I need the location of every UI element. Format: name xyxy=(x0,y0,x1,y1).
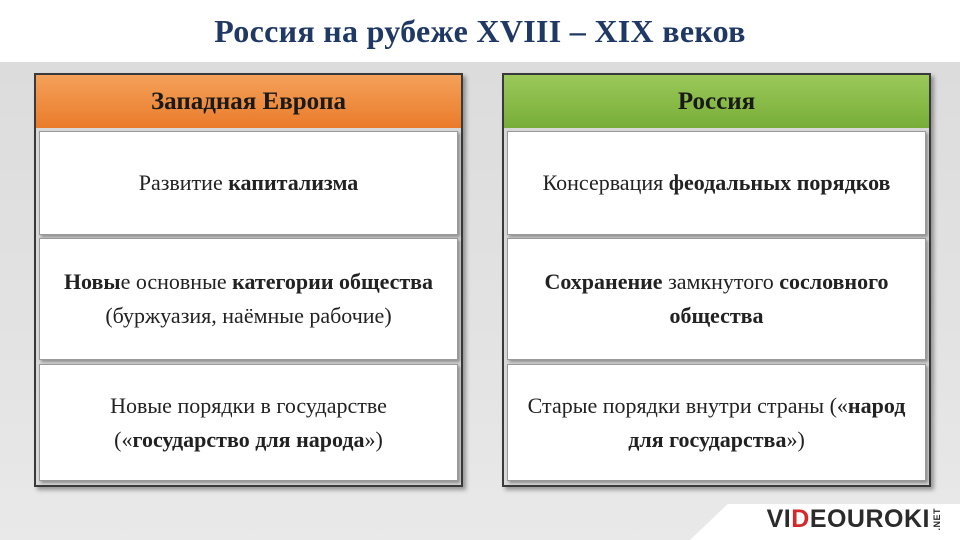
text-run: е основные xyxy=(120,269,233,294)
bold-text-run: Новы xyxy=(63,269,121,294)
videouroki-logo xyxy=(767,505,942,534)
bold-text-run: категории общества xyxy=(232,269,434,294)
title-bar xyxy=(0,0,960,62)
cell-text xyxy=(520,265,913,333)
bold-text-run: сословного общества xyxy=(669,269,889,328)
cell-text xyxy=(52,389,445,457)
russia-column xyxy=(502,73,931,487)
russia-cell-3 xyxy=(507,364,926,481)
text-run: Консервация xyxy=(542,170,669,195)
logo-part1: VI xyxy=(766,505,792,533)
russia-cell-1 xyxy=(507,131,926,235)
western-europe-header: Западная Европа xyxy=(36,75,461,128)
russia-cell-2 xyxy=(507,238,926,360)
text-run: Старые порядки внутри страны (« xyxy=(527,392,848,418)
text-run: Развитие xyxy=(138,170,229,195)
bold-text-run: государство для народа xyxy=(132,426,365,452)
text-run: Новые порядки в государстве (« xyxy=(110,392,387,452)
logo-accent: D xyxy=(791,505,810,533)
text-run: (буржуазия, наёмные рабочие) xyxy=(105,303,392,328)
western-europe-cell-3 xyxy=(39,364,458,481)
bold-text-run: народ для государства xyxy=(628,392,906,452)
cell-text xyxy=(139,166,359,200)
bold-text-run: Сохранение xyxy=(544,269,663,294)
logo-part2: EOUROKI xyxy=(809,505,930,533)
text-run: ») xyxy=(364,426,383,452)
cell-text xyxy=(520,389,913,457)
cell-text xyxy=(52,265,445,333)
western-europe-column xyxy=(34,73,463,487)
text-run: ») xyxy=(786,426,805,452)
bold-text-run: капитализма xyxy=(228,170,359,195)
logo-suffix: .NET xyxy=(932,508,942,531)
western-europe-cell-1 xyxy=(39,131,458,235)
text-run: замкнутого xyxy=(662,269,780,294)
bold-text-run: феодальных порядков xyxy=(668,170,891,195)
western-europe-cell-2 xyxy=(39,238,458,360)
cell-text xyxy=(543,166,891,200)
russia-header: Россия xyxy=(504,75,929,128)
page-title: Россия на рубеже XVIII – XIX веков xyxy=(214,12,746,49)
